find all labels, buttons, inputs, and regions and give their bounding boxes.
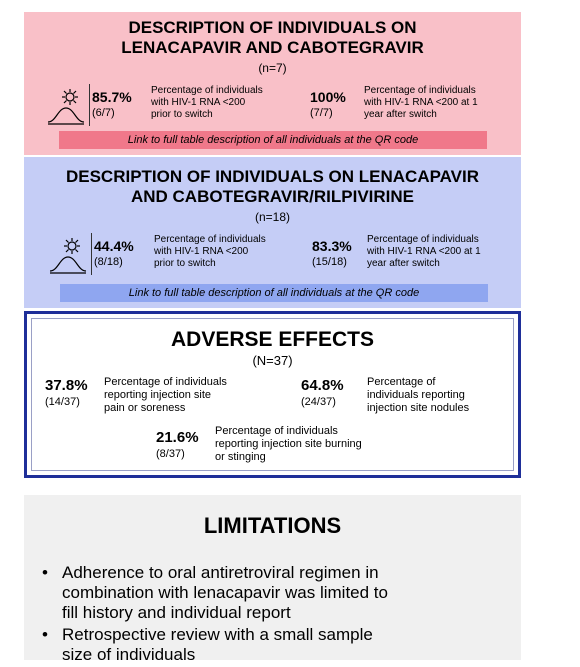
description-line: with HIV-1 RNA <200 bbox=[151, 97, 246, 108]
description-line: year after switch bbox=[367, 258, 440, 269]
description-line: with HIV-1 RNA <200 bbox=[154, 246, 249, 257]
stat-fraction: (15/18) bbox=[312, 256, 347, 268]
sample-size: (N=37) bbox=[252, 353, 293, 368]
panel-title: ADVERSE EFFECTS bbox=[170, 328, 375, 351]
description-line: individuals reporting bbox=[367, 389, 465, 401]
lenacapavir-cabotegravir-rilpivirine-panel bbox=[24, 157, 521, 308]
stat-value: 85.7% bbox=[92, 89, 132, 105]
qr-code-link[interactable]: Link to full table description of all individuals at the QR code bbox=[59, 131, 487, 149]
description-line: reporting injection site bbox=[104, 389, 212, 401]
list-item-line: Retrospective review with a small sample bbox=[62, 625, 373, 644]
list-item bbox=[38, 625, 508, 665]
description-line: injection site nodules bbox=[367, 402, 470, 414]
description-line: Percentage of individuals bbox=[154, 234, 266, 245]
stat-fraction: (6/7) bbox=[92, 107, 115, 119]
stat-fraction: (8/18) bbox=[94, 256, 123, 268]
stat-fraction: (24/37) bbox=[301, 396, 336, 408]
sample-size: (n=18) bbox=[254, 210, 291, 224]
stat-fraction: (7/7) bbox=[310, 107, 333, 119]
description-line: pain or soreness bbox=[104, 402, 186, 414]
divider bbox=[89, 84, 90, 126]
stat-description bbox=[154, 234, 266, 270]
qr-code-link[interactable]: Link to full table description of all individuals at the QR code bbox=[60, 284, 488, 302]
description-line: Percentage of individuals bbox=[364, 85, 476, 96]
description-line: reporting injection site burning bbox=[215, 438, 362, 450]
stat-fraction: (8/37) bbox=[156, 448, 185, 460]
description-line: with HIV-1 RNA <200 at 1 bbox=[367, 246, 481, 257]
stat-description bbox=[367, 234, 481, 270]
virus-chart-icon bbox=[46, 88, 86, 126]
title-line: LENACAPAVIR AND CABOTEGRAVIR bbox=[121, 38, 424, 57]
description-line: prior to switch bbox=[151, 109, 213, 120]
description-line: Percentage of individuals bbox=[104, 376, 227, 388]
stat-description bbox=[364, 85, 478, 121]
description-line: Percentage of individuals bbox=[215, 425, 338, 437]
stat-fraction: (14/37) bbox=[45, 396, 80, 408]
description-line: Percentage of individuals bbox=[367, 234, 479, 245]
description-line: Percentage of bbox=[367, 376, 436, 388]
list-item-line: fill history and individual report bbox=[62, 603, 291, 622]
description-line: year after switch bbox=[364, 109, 437, 120]
adverse-effects-panel bbox=[24, 311, 521, 478]
stat-value: 21.6% bbox=[156, 429, 199, 446]
limitations-list bbox=[38, 563, 508, 667]
limitations-panel bbox=[24, 495, 521, 664]
stat-description bbox=[215, 425, 362, 464]
stat-value: 37.8% bbox=[45, 377, 88, 394]
description-line: or stinging bbox=[215, 451, 266, 463]
virus-chart-icon bbox=[48, 237, 88, 275]
panel-title bbox=[24, 18, 521, 58]
title-line: DESCRIPTION OF INDIVIDUALS ON LENACAPAVIR bbox=[65, 167, 480, 186]
stat-description bbox=[151, 85, 263, 121]
bullet: • bbox=[42, 563, 48, 582]
stat-description bbox=[367, 376, 469, 415]
stat-value: 44.4% bbox=[94, 238, 134, 254]
description-line: Percentage of individuals bbox=[151, 85, 263, 96]
list-item-line: Adherence to oral antiretroviral regimen in bbox=[62, 563, 379, 582]
stat-value: 83.3% bbox=[312, 238, 352, 254]
list-item-line: combination with lenacapavir was limited to bbox=[62, 583, 388, 602]
stat-description bbox=[104, 376, 227, 415]
divider bbox=[91, 233, 92, 275]
title-line: DESCRIPTION OF INDIVIDUALS ON bbox=[128, 18, 417, 37]
title-line: AND CABOTEGRAVIR/RILPIVIRINE bbox=[130, 187, 415, 206]
panel-title: LIMITATIONS bbox=[203, 513, 342, 538]
bullet: • bbox=[42, 625, 48, 644]
description-line: prior to switch bbox=[154, 258, 216, 269]
list-item bbox=[38, 563, 508, 623]
panel-title bbox=[24, 167, 521, 207]
list-item-line: size of individuals bbox=[62, 645, 196, 664]
sample-size: (n=7) bbox=[258, 61, 287, 75]
stat-value: 100% bbox=[310, 89, 346, 105]
stat-value: 64.8% bbox=[301, 377, 344, 394]
lenacapavir-cabotegravir-panel bbox=[24, 12, 521, 155]
description-line: with HIV-1 RNA <200 at 1 bbox=[364, 97, 478, 108]
